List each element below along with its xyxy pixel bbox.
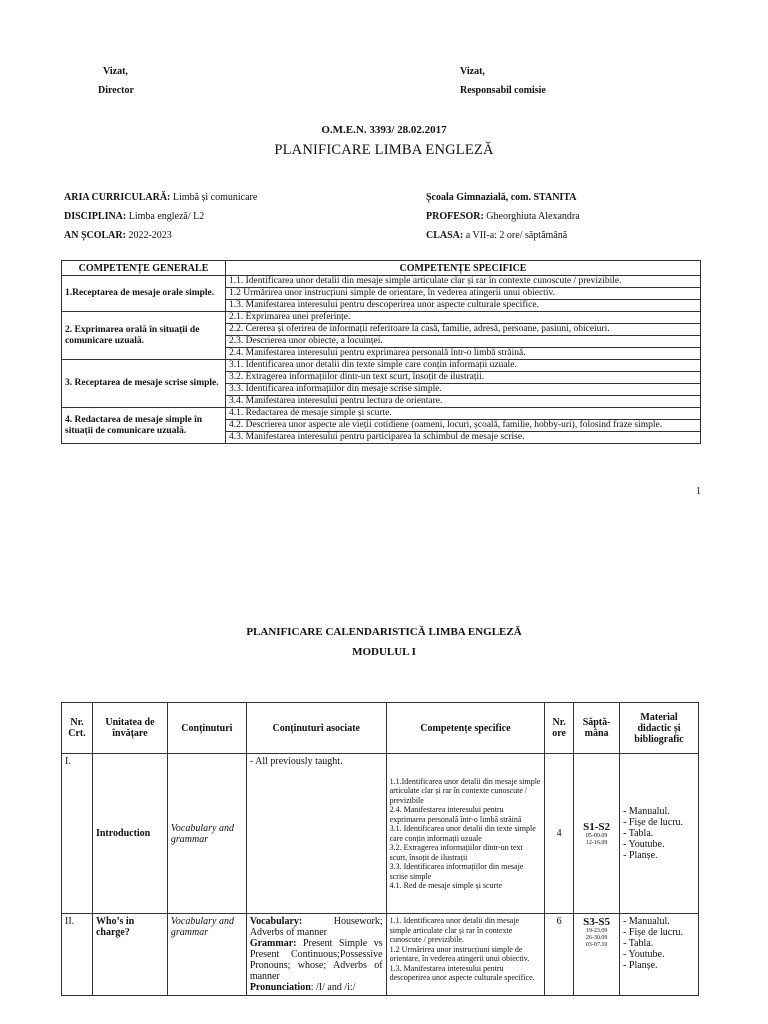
row-asociate: - All previously taught. — [246, 754, 386, 914]
week-date: 12-16.09 — [585, 839, 608, 846]
row-competente — [386, 914, 545, 996]
material-item: - Youtube. — [623, 839, 665, 850]
calendar-title: PLANIFICARE CALENDARISTICĂ LIMBA ENGLEZĂ — [246, 626, 522, 638]
clasa-value: a VII-a: 2 ore/ săptămână — [463, 230, 568, 241]
week-date: 05-09.09 — [585, 832, 608, 839]
module-title: MODULUL I — [352, 646, 416, 658]
scoala-line: Școala Gimnazială, com. STANITA — [426, 192, 577, 203]
header-competente-specifice: Competențe specifice — [386, 703, 545, 754]
table-row — [62, 914, 699, 996]
competence-item: 1.2 Urmărirea unor instrucțiuni simple de orientare, în vederea atingerii unui obiectiv. — [389, 944, 530, 963]
table-row — [62, 276, 701, 288]
specific-competence: 4.1. Redactarea de mesaje simple și scurte. — [226, 408, 701, 420]
grammar-label: Grammar: — [249, 938, 297, 949]
general-competence: 1.Receptarea de mesaje orale simple. — [62, 276, 226, 312]
specific-competence: 3.3. Identificarea informațiilor din mesaje scrise simple. — [226, 384, 701, 396]
specific-competence: 1.1. Identificarea unor detalii din mesaje simple articulate clar și rar în contexte cunoscute / previzibile. — [226, 276, 701, 288]
page-title: PLANIFICARE LIMBA ENGLEZĂ — [274, 142, 494, 158]
row-material — [620, 914, 699, 996]
header-continuturi: Conținuturi — [167, 703, 246, 754]
specific-competence: 2.1. Exprimarea unei preferințe. — [226, 312, 701, 324]
right-signature-title: Vizat, — [460, 66, 485, 77]
page-number: 1 — [696, 486, 701, 497]
clasa-line — [426, 230, 567, 241]
left-signature-title: Vizat, — [103, 66, 128, 77]
specific-competence: 1.2 Urmărirea unor instrucțiuni simple de orientare, în vederea atingerii unui obiectiv. — [226, 288, 701, 300]
header-continuturi-asociate: Conținuturi asociate — [246, 703, 386, 754]
disciplina-label: DISCIPLINA: — [64, 211, 127, 222]
disciplina-line — [64, 211, 204, 222]
table-row — [62, 360, 701, 372]
competente-header-row — [62, 261, 701, 276]
calendar-table — [61, 702, 699, 996]
week-range: S3-S5 — [583, 916, 611, 928]
pronunciation-value: : /I/ and /i:/ — [310, 982, 356, 993]
row-saptamana — [574, 914, 620, 996]
table-row — [62, 754, 699, 914]
competence-item: 4.1. Red de mesaje simple și scurte — [389, 881, 503, 890]
row-nr: II. — [62, 914, 93, 996]
material-item: - Planșe. — [623, 850, 658, 861]
header-unitatea: Unitatea de învățare — [92, 703, 167, 754]
left-signature-role: Director — [98, 85, 134, 96]
week-range: S1-S2 — [583, 820, 611, 833]
an-scolar-line — [64, 230, 172, 241]
specific-competence: 4.3. Manifestarea interesului pentru participarea la schimbul de mesaje scrise. — [226, 432, 701, 444]
general-competence: 2. Exprimarea orală în situații de comunicare uzuală. — [62, 312, 226, 360]
row-unitatea: Introduction — [92, 754, 167, 914]
profesor-label: PROFESOR: — [426, 211, 484, 222]
material-item: - Tabla. — [623, 938, 654, 949]
clasa-label: CLASA: — [426, 230, 464, 241]
specific-competence: 3.2. Extragerea informațiilor dintr-un text scurt, însoțit de ilustrații. — [226, 372, 701, 384]
table-row — [62, 312, 701, 324]
grammar-value: Present Simple vs Present Continuous;Possessive Pronouns; whose; Adverbs of manner — [249, 938, 383, 982]
specific-competence: 1.3. Manifestarea interesului pentru descoperirea unor aspecte culturale specifice. — [226, 300, 701, 312]
table-row — [62, 408, 701, 420]
week-date: 03-07.10 — [585, 942, 608, 948]
right-signature-role: Responsabil comisie — [460, 85, 546, 96]
competence-item: 3.2. Extragerea informațiilor dintr-un text scurt, însoțit de ilustrații — [389, 843, 523, 862]
competence-item: 1.1. Identificarea unor detalii din mesaje simple articulate clar și rar în contexte cunoscute / previzibile. — [389, 916, 520, 944]
specific-competence: 2.3. Descrierea unor obiecte, a locuinței. — [226, 336, 701, 348]
row-ore: 4 — [545, 754, 574, 914]
row-competente — [386, 754, 545, 914]
specific-competence: 3.4. Manifestarea interesului pentru lectura de orientare. — [226, 396, 701, 408]
aria-label: ARIA CURRICULARĂ: — [64, 192, 171, 203]
general-competence: 4. Redactarea de mesaje simple în situații de comunicare uzuală. — [62, 408, 226, 444]
material-item: - Tabla. — [623, 828, 654, 839]
competente-table — [61, 260, 701, 444]
material-item: - Fișe de lucru. — [623, 927, 684, 938]
header-competente-specifice: COMPETENȚE SPECIFICE — [226, 261, 701, 276]
specific-competence: 2.4. Manifestarea interesului pentru exprimarea personală într-o limbă străină. — [226, 348, 701, 360]
material-item: - Fișe de lucru. — [623, 817, 684, 828]
specific-competence: 4.2. Descrierea unor aspecte ale vieții cotidiene (oameni, locuri, școală, familie, hobby-uri), folosind fraze simple. — [226, 420, 701, 432]
competence-item: 1.1.Identificarea unor detalii din mesaje simple articulate clar și rar în contexte cunoscute / previzibile — [389, 776, 541, 805]
profesor-line — [426, 211, 580, 222]
aria-value: Limbă și comunicare — [170, 192, 258, 203]
pronunciation-label: Pronunciation — [249, 982, 311, 993]
competence-item: 3.1. Identificarea unor detalii din texte simple care conțin informații uzuale — [389, 824, 536, 843]
header-saptamana: Săptă-mâna — [574, 703, 620, 754]
row-asociate — [246, 914, 386, 996]
header-nr-ore: Nr. ore — [545, 703, 574, 754]
row-unitatea: Who’s in charge? — [92, 914, 167, 996]
week-date: 26-30.09 — [585, 935, 608, 941]
header-material: Material didactic și bibliografic — [620, 703, 699, 754]
calendar-header-row — [62, 703, 699, 754]
header-nr: Nr. Crt. — [62, 703, 93, 754]
specific-competence: 2.2. Cererea și oferirea de informații referitoare la casă, familie, adresă, persoane, pasiuni, obiceiuri. — [226, 324, 701, 336]
row-material — [620, 754, 699, 914]
material-item: - Planșe. — [623, 960, 658, 971]
vocabulary-label: Vocabulary: — [249, 916, 303, 927]
competence-item: 2.4. Manifestarea interesului pentru exprimarea personală într-o limbă străină — [389, 805, 522, 824]
omen-reference: O.M.E.N. 3393/ 28.02.2017 — [321, 124, 447, 136]
week-date: 19-23.09 — [585, 928, 608, 934]
aria-line — [64, 192, 257, 203]
disciplina-value: Limba engleză/ L2 — [126, 211, 205, 222]
row-ore: 6 — [545, 914, 574, 996]
row-continuturi: Vocabulary and grammar — [167, 914, 246, 996]
row-nr: I. — [62, 754, 93, 914]
material-item: - Manualul. — [623, 806, 670, 817]
row-saptamana — [574, 754, 620, 914]
an-scolar-value: 2022-2023 — [125, 230, 172, 241]
vocabulary-value: Housework; Adverbs of manner — [249, 916, 383, 938]
general-competence: 3. Receptarea de mesaje scrise simple. — [62, 360, 226, 408]
header-competente-generale: COMPETENȚE GENERALE — [62, 261, 226, 276]
row-continuturi: Vocabulary and grammar — [167, 754, 246, 914]
an-scolar-label: AN ȘCOLAR: — [64, 230, 126, 241]
material-item: - Manualul. — [623, 916, 670, 927]
material-item: - Youtube. — [623, 949, 665, 960]
specific-competence: 3.1. Identificarea unor detalii din texte simple care conțin informații uzuale. — [226, 360, 701, 372]
competence-item: 1.3. Manifestarea interesului pentru descoperirea unor aspecte culturale specifice. — [389, 963, 535, 982]
competence-item: 3.3. Identificarea informațiilor din mesaje scrise simple — [389, 862, 524, 881]
profesor-value: Gheorghiuta Alexandra — [483, 211, 580, 222]
